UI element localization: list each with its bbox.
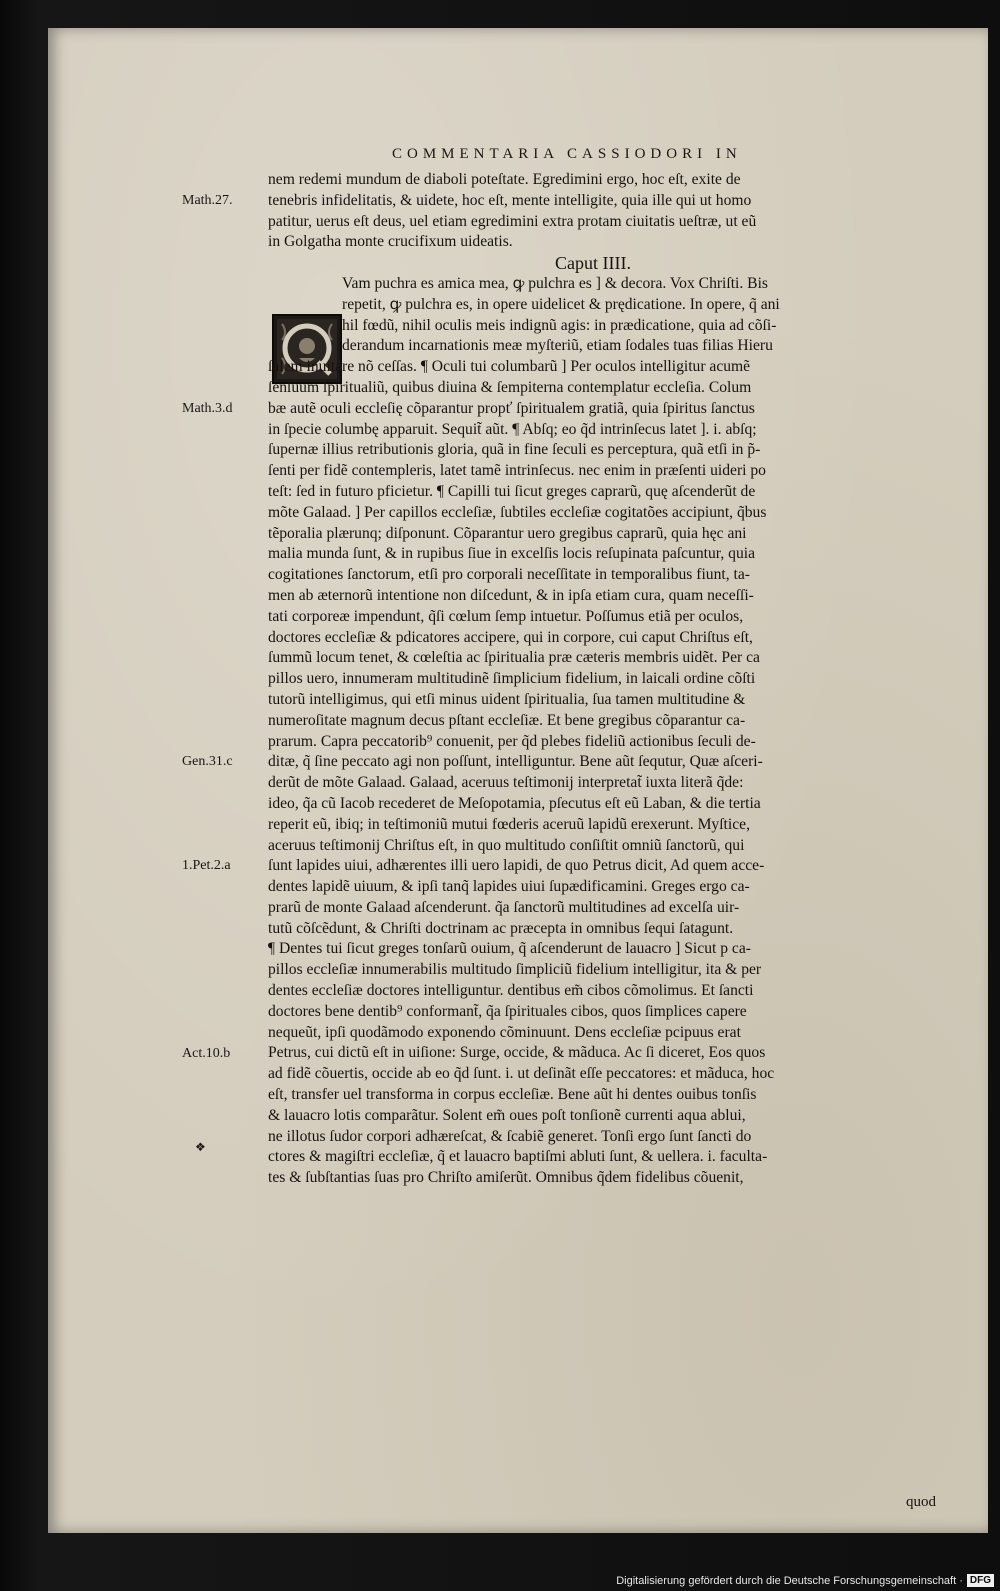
text-line: numeroſitate magnum decus pſtant eccleſiæ. Et bene gregibus cõparantur ca- xyxy=(268,711,746,729)
text-line: ſunt lapides uiui, adhærentes illi uero lapidi, de quo Petrus dicit, Ad quem acce- xyxy=(268,857,765,875)
text-line: tenebris infidelitatis, & uidete, hoc eſt, mente intelligite, quia ille qui ut homo xyxy=(268,191,752,209)
text-line: eſt, transfer uel transforma in corpus eccleſiæ. Bene aũt hi dentes ouibus tonſis xyxy=(268,1086,757,1104)
text-line: bæ autẽ oculi eccleſię cõparantur propť ſpiritualem gratiã, quia ſpiritus ſanctus xyxy=(268,399,755,417)
text-line: tati corporeæ impendunt, q̃ſi cœlum ſemp intuetur. Poſſumus etiã per oculos, xyxy=(268,607,744,625)
text-line: ad fidẽ cõuertis, occide ab eo q̃d ſunt. i. ut deſinãt eſſe peccatores: et mãduca, hoc xyxy=(268,1065,775,1083)
text-line: reperit eũ, ibiq; in teſtimoniũ mutui fœderis aceruũ lapidũ erexerunt. Myſtice, xyxy=(268,815,750,833)
margin-reference: 1.Pet.2.a xyxy=(182,858,231,874)
text-line: in ſpecie columbę apparuit. Sequit̃ aũt. ¶ Abſq; eo q̃d intrinſecus latet ]. i. abſq; xyxy=(268,420,757,438)
text-line: derandum incarnationis meæ myſteriũ, etiam ſodales tuas filias Hieru xyxy=(342,337,773,355)
text-line: ſummũ locum tenet, & cœleſtia ac ſpiritualia præ cæteris membris uidẽt. Per ca xyxy=(268,649,760,667)
text-line: Petrus, cui dictũ eſt in uiſione: Surge, occide, & mãduca. Ac ſi diceret, Eos quos xyxy=(268,1044,766,1062)
text-line: ¶ Dentes tui ſicut greges tonſarũ ouium, q̃ aſcenderunt de lauacro ] Sicut p ca- xyxy=(268,940,751,958)
text-line: doctores eccleſiæ & pdicatores accipere, qui in corpore, cui caput Chriſtus eſt, xyxy=(268,628,753,646)
text-line: Vam puchra es amica mea, ꝙ pulchra es ] & decora. Vox Chriſti. Bis xyxy=(342,274,768,292)
text-line: tutũ cõſcẽdunt, & Chriſti doctrinam ac præcepta in omnibus ſequi ſatagunt. xyxy=(268,919,734,937)
text-line: doctores bene dentib⁹ conformant̃, q̃a ſpirituales cibos, quos ſimplices capere xyxy=(268,1002,747,1020)
digitization-credit xyxy=(616,1574,994,1587)
text-line: cogitationes ſanctorum, etſi pro corporali neceſſitate in temporalibus fiunt, ta- xyxy=(268,566,750,584)
text-line: ctores & magiſtri eccleſiæ, q̃ et lauacro baptiſmi abluti ſunt, & uellera. i. faculta- xyxy=(268,1148,768,1166)
margin-reference: Act.10.b xyxy=(182,1045,231,1061)
chapter-heading: Caput IIII. xyxy=(555,253,631,274)
text-line: & lauacro lotis comparãtur. Solent em̃ oues poſt tonſionẽ currenti aqua ablui, xyxy=(268,1106,746,1124)
margin-reference: Math.3.d xyxy=(182,400,233,416)
text-line: ſenſuum ſpiritualiũ, quibus diuina & ſempiterna contemplatur eccleſia. Colum xyxy=(268,378,752,396)
text-line: aceruus teſtimonij Chriſtus eſt, in quo multitudo conſiſtit omniũ ſanctorũ, qui xyxy=(268,836,745,854)
text-line: dentes eccleſiæ doctores intelliguntur. dentibus em̃ cibos cõmolimus. Et ſancti xyxy=(268,982,754,1000)
text-line: tẽporalia plærunq; diſponunt. Cõparantur uero gregibus caprarũ, quia hęc ani xyxy=(268,524,747,542)
text-line: tes & ſubſtantias ſuas pro Chriſto amiſerũt. Omnibus q̃dem fidelibus cõuenit, xyxy=(268,1169,744,1187)
text-line: nequeũt, ipſi quodãmodo exponendo cõminuunt. Dens eccleſiæ pcipuus erat xyxy=(268,1023,741,1041)
dfg-logo: DFG xyxy=(967,1574,994,1587)
text-line: tutorũ intelligimus, qui etſi minus uident ſpiritualia, ſua tamen multitudine & xyxy=(268,690,746,708)
text-line: nem redemi mundum de diaboli poteſtate. Egredimini ergo, hoc eſt, exite de xyxy=(268,171,741,188)
text-line: teſt: ſed in futuro pficietur. ¶ Capilli tui ſicut greges caprarũ, quę aſcenderũt de xyxy=(268,482,756,500)
margin-reference: Math.27. xyxy=(182,192,233,208)
margin-reference: Gen.31.c xyxy=(182,754,233,770)
credit-text: Digitalisierung gefördert durch die Deutsche Forschungsgemeinschaft · xyxy=(616,1574,963,1587)
text-line: dentes lapidẽ uiuum, & ipſi tanq̃ lapides uiui ſupædificamini. Greges ergo ca- xyxy=(268,878,750,896)
margin-ornament-icon: ❖ xyxy=(195,1140,206,1154)
text-line: ſupernæ illius retributionis gloria, quã in fine ſeculi es perceptura, quã etſi in p̃- xyxy=(268,441,761,459)
text-line: repetit, ꝙ pulchra es, in opere uidelicet & prędicatione. In opere, q̃ ani xyxy=(342,295,780,313)
running-head: COMMENTARIA CASSIODORI IN xyxy=(392,146,742,162)
text-line: in Golgatha monte crucifixum uideatis. xyxy=(268,233,513,251)
text-line: pillos uero, innumeram multitudinẽ ſimplicium fidelium, in laicali ordine cõſti xyxy=(268,670,756,688)
text-line: prarum. Capra peccatorib⁹ conuenit, per q̃d plebes fideliũ actionibus ſeculi de- xyxy=(268,732,756,750)
text-line: men ab æternorũ intentione non diſcedunt, & in ipſa etiam cura, quam neceſſi- xyxy=(268,586,754,604)
text-line: ne illotus ſudor corpori adhæreſcat, & ſcabiẽ generet. Tonſi ergo ſunt ſancti do xyxy=(268,1127,752,1145)
text-line: prarũ de monte Galaad aſcenderunt. q̃a ſanctorũ multitudines ad excelſa uir- xyxy=(268,898,740,916)
text-line: ſenti per fidẽ contempleris, latet tamẽ intrinſecus. nec enim in præſenti uideri po xyxy=(268,462,766,480)
text-line: malia munda ſunt, & in rupibus ſiue in excelſis locis reſupinata paſcuntur, quia xyxy=(268,545,755,563)
text-line: pillos eccleſiæ innumerabilis multitudo ſimpliciũ fidelium intelligitur, ita & per xyxy=(268,961,762,979)
text-line: ditæ, q̃ ſine peccato agi non poſſunt, intelliguntur. Bene aũt ſequtur, Quæ aſceri- xyxy=(268,753,763,771)
text-line: ideo, q̃a cũ Iacob recederet de Meſopotamia, pſecutus eſt eũ Laban, & die tertia xyxy=(268,794,761,812)
text-line: derũt de mõte Galaad. Galaad, aceruus teſtimonij interpretat̃ iuxta literã q̃de: xyxy=(268,774,744,792)
text-line: ſalem inuitare nõ ceſſas. ¶ Oculi tui columbarũ ] Per oculos intelligitur acumẽ xyxy=(268,358,751,376)
text-line: mõte Galaad. ] Per capillos eccleſiæ, ſubtiles eccleſiæ cogitatões accipiunt, q̃bus xyxy=(268,503,767,521)
text-line: patitur, uerus eſt deus, uel etiam egredimini extra protam ciuitatis ueſtræ, ut eũ xyxy=(268,212,757,230)
text-line: hil fœdũ, nihil oculis meis indignũ agis: in prædicatione, quia ad cõſi- xyxy=(342,316,777,334)
main-text-block xyxy=(268,170,958,1189)
catchword: quod xyxy=(906,1494,936,1510)
